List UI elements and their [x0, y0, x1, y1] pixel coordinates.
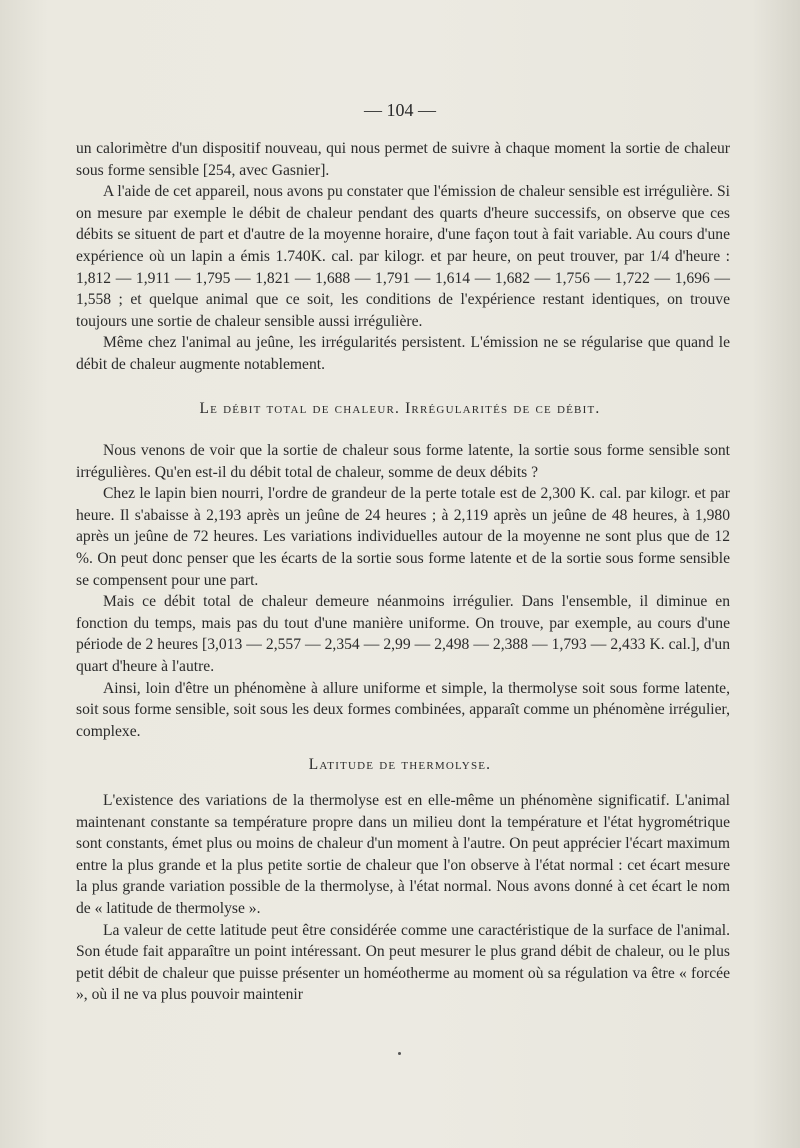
paragraph: A l'aide de cet appareil, nous avons pu constater que l'émission de chaleur sensible est irrégulière. Si on mesure par exemple le débit de chaleur pendant des quarts d'heure successifs, on observe que ces débits se situent de part et d'autre de la moyenne horaire, d'une façon tout à fait variable. Au cours d'une expérience où un lapin a émis 1.740K. cal. par kilogr. et par heure, on peut trouver, par 1/4 d'heure : 1,812 — 1,911 — 1,795 — 1,821 — 1,688 — 1,791 — 1,614 — 1,682 — 1,756 — 1,722 — 1,696 — 1,558 ; et quelque animal que ce soit, les conditions de l'expérience restant identiques, on trouve toujours une sortie de chaleur sensible aussi irrégulière.	[76, 183, 730, 330]
section-debit-total	[76, 440, 730, 742]
section-latitude	[76, 790, 730, 1006]
paragraph: Nous venons de voir que la sortie de chaleur sous forme latente, la sortie sous forme sensible sont irrégulières. Qu'en est-il du débit total de chaleur, somme de deux débits ?	[76, 442, 730, 481]
paragraph: Mais ce débit total de chaleur demeure néanmoins irrégulier. Dans l'ensemble, il diminue en fonction du temps, mais pas du tout d'une manière uniforme. On trouve, par exemple, au cours d'une période de 2 heures [3,013 — 2,557 — 2,354 — 2,99 — 2,498 — 2,388 — 1,793 — 2,433 K. cal.], d'un quart d'heure à l'autre.	[76, 593, 730, 675]
paragraph: La valeur de cette latitude peut être considérée comme une caractéristique de la surface de l'animal. Son étude fait apparaître un point intéressant. On peut mesurer le plus grand débit de chaleur, ou le plus petit débit de chaleur que puisse présenter un homéotherme au moment où sa régulation va être « forcée », où il ne va plus pouvoir maintenir	[76, 921, 730, 1004]
paragraph: un calorimètre d'un dispositif nouveau, qui nous permet de suivre à chaque moment la sortie de chaleur sous forme sensible [254, avec Gasnier].	[76, 140, 730, 179]
paragraph: Ainsi, loin d'être un phénomène à allure uniforme et simple, la thermolyse soit sous forme latente, soit sous forme sensible, soit sous les deux formes combinées, apparaît comme un phénomène irrégulier, complexe.	[76, 679, 730, 740]
page-number: — 104 —	[364, 100, 436, 120]
section-intro	[76, 138, 730, 376]
ink-speck	[398, 1052, 401, 1055]
section-heading: Le débit total de chaleur. Irrégularités de ce débit.	[199, 400, 601, 417]
section-heading: Latitude de thermolyse.	[308, 756, 492, 773]
paragraph: Même chez l'animal au jeûne, les irrégularités persistent. L'émission ne se régularise que quand le débit de chaleur augmente notablement.	[76, 334, 730, 373]
paragraph: Chez le lapin bien nourri, l'ordre de grandeur de la perte totale est de 2,300 K. cal. par kilogr. et par heure. Il s'abaisse à 2,193 après un jeûne de 24 heures ; à 2,119 après un jeûne de 48 heures, à 1,980 après un jeûne de 72 heures. Les variations individuelles autour de la moyenne ne sont plus que de 12 %. On peut donc penser que les écarts de la sortie sous forme latente et de la sortie sous forme sensible se compensent pour une part.	[76, 485, 730, 589]
paragraph: L'existence des variations de la thermolyse est en elle-même un phénomène significatif. L'animal maintenant constante sa température propre dans un milieu dont la température et l'état hygrométrique sont constants, émet plus ou moins de chaleur d'un moment à l'autre. On peut apprécier l'écart maximum entre la plus grande et la plus petite sortie de chaleur que l'on observe à l'état normal : cet écart mesure la plus grande variation possible de la thermolyse, à l'état normal. Nous avons donné à cet écart le nom de « latitude de thermolyse ».	[76, 792, 730, 917]
